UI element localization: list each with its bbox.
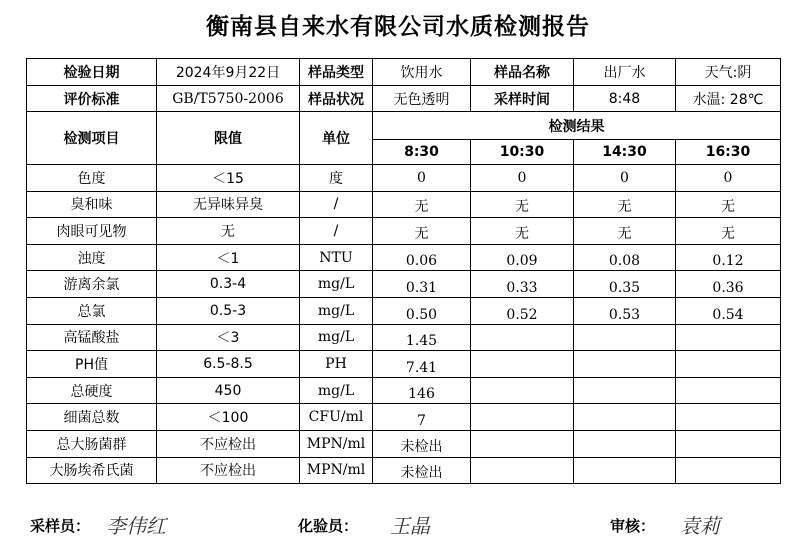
item-name: 高锰酸盐 bbox=[27, 324, 157, 351]
reviewer-signature: 袁莉 bbox=[680, 514, 720, 538]
table-row bbox=[27, 377, 781, 404]
status-label: 样品状况 bbox=[300, 86, 373, 112]
col-header-limit: 限值 bbox=[157, 112, 300, 165]
table-row bbox=[27, 218, 781, 245]
result-value bbox=[574, 457, 676, 484]
result-value bbox=[676, 404, 781, 431]
time-header: 14:30 bbox=[574, 140, 676, 165]
unit-value: PH bbox=[300, 351, 373, 378]
item-name: 臭和味 bbox=[27, 191, 157, 218]
result-value: 0.08 bbox=[574, 244, 676, 271]
result-value: 0 bbox=[676, 165, 781, 192]
time-header: 8:30 bbox=[373, 140, 471, 165]
result-value bbox=[471, 351, 574, 378]
result-value: 无 bbox=[373, 218, 471, 245]
sample-name-label: 样品名称 bbox=[471, 59, 574, 86]
result-value: 7.41 bbox=[373, 351, 471, 378]
table-row bbox=[27, 165, 781, 192]
sampling-time-label: 采样时间 bbox=[471, 86, 574, 112]
report-title: 衡南县自来水有限公司水质检测报告 bbox=[206, 14, 590, 40]
standard-label: 评价标准 bbox=[27, 86, 157, 112]
item-name: 浊度 bbox=[27, 244, 157, 271]
result-value: 0.54 bbox=[676, 297, 781, 324]
result-value: 0.35 bbox=[574, 271, 676, 298]
limit-value: 0.3-4 bbox=[157, 271, 300, 298]
result-value: 0.31 bbox=[373, 271, 471, 298]
limit-value: 450 bbox=[157, 377, 300, 404]
table-row bbox=[27, 404, 781, 431]
item-name: 大肠埃希氏菌 bbox=[27, 457, 157, 484]
item-name: 总硬度 bbox=[27, 377, 157, 404]
standard-value: GB/T5750-2006 bbox=[157, 86, 300, 112]
unit-value: MPN/ml bbox=[300, 457, 373, 484]
report-table bbox=[26, 58, 781, 484]
result-value bbox=[676, 430, 781, 457]
limit-value: 不应检出 bbox=[157, 430, 300, 457]
result-value: 0 bbox=[574, 165, 676, 192]
result-value: 0 bbox=[373, 165, 471, 192]
result-value bbox=[676, 351, 781, 378]
unit-value: CFU/ml bbox=[300, 404, 373, 431]
unit-value: / bbox=[300, 218, 373, 245]
header-row-1 bbox=[27, 112, 781, 140]
item-name: 游离余氯 bbox=[27, 271, 157, 298]
unit-value: mg/L bbox=[300, 297, 373, 324]
unit-value: / bbox=[300, 191, 373, 218]
result-value: 无 bbox=[574, 191, 676, 218]
result-value: 0.12 bbox=[676, 244, 781, 271]
result-value: 未检出 bbox=[373, 430, 471, 457]
result-value bbox=[574, 324, 676, 351]
col-header-results: 检测结果 bbox=[373, 112, 781, 140]
sample-type-label: 样品类型 bbox=[300, 59, 373, 86]
sampling-time-value: 8:48 bbox=[574, 86, 676, 112]
result-value: 0.09 bbox=[471, 244, 574, 271]
sampler-label: 采样员： bbox=[30, 517, 91, 535]
unit-value: 度 bbox=[300, 165, 373, 192]
sampler-signature: 李伟红 bbox=[106, 514, 166, 538]
result-value: 无 bbox=[676, 191, 781, 218]
result-value: 无 bbox=[471, 218, 574, 245]
result-value: 0.36 bbox=[676, 271, 781, 298]
limit-value: 无异味异臭 bbox=[157, 191, 300, 218]
unit-value: mg/L bbox=[300, 324, 373, 351]
result-value bbox=[574, 351, 676, 378]
result-value: 146 bbox=[373, 377, 471, 404]
unit-value: MPN/ml bbox=[300, 430, 373, 457]
unit-value: mg/L bbox=[300, 271, 373, 298]
result-value bbox=[676, 324, 781, 351]
limit-value: ＜15 bbox=[157, 165, 300, 192]
result-value bbox=[471, 457, 574, 484]
date-label: 检验日期 bbox=[27, 59, 157, 86]
limit-value: ＜3 bbox=[157, 324, 300, 351]
result-value: 0.50 bbox=[373, 297, 471, 324]
table-row bbox=[27, 324, 781, 351]
result-value: 无 bbox=[373, 191, 471, 218]
time-header: 10:30 bbox=[471, 140, 574, 165]
result-value: 1.45 bbox=[373, 324, 471, 351]
result-value: 无 bbox=[471, 191, 574, 218]
result-value bbox=[676, 457, 781, 484]
result-value bbox=[676, 377, 781, 404]
tester-label: 化验员： bbox=[298, 517, 359, 535]
item-name: PH值 bbox=[27, 351, 157, 378]
date-value: 2024年9月22日 bbox=[157, 59, 300, 86]
table-row bbox=[27, 430, 781, 457]
result-value bbox=[574, 430, 676, 457]
limit-value: ＜100 bbox=[157, 404, 300, 431]
result-value: 7 bbox=[373, 404, 471, 431]
col-header-item: 检测项目 bbox=[27, 112, 157, 165]
limit-value: 6.5-8.5 bbox=[157, 351, 300, 378]
item-name: 总大肠菌群 bbox=[27, 430, 157, 457]
limit-value: 不应检出 bbox=[157, 457, 300, 484]
result-value bbox=[471, 377, 574, 404]
result-value: 无 bbox=[676, 218, 781, 245]
item-name: 细菌总数 bbox=[27, 404, 157, 431]
table-row bbox=[27, 351, 781, 378]
result-value bbox=[471, 324, 574, 351]
sample-name-value: 出厂水 bbox=[574, 59, 676, 86]
table-row bbox=[27, 244, 781, 271]
info-row-2 bbox=[27, 86, 781, 112]
result-value: 无 bbox=[574, 218, 676, 245]
sample-type-value: 饮用水 bbox=[373, 59, 471, 86]
col-header-unit: 单位 bbox=[300, 112, 373, 165]
result-value bbox=[574, 377, 676, 404]
unit-value: mg/L bbox=[300, 377, 373, 404]
status-value: 无色透明 bbox=[373, 86, 471, 112]
item-name: 总氯 bbox=[27, 297, 157, 324]
weather: 天气:阴 bbox=[676, 59, 781, 86]
result-value: 0.33 bbox=[471, 271, 574, 298]
result-value bbox=[471, 430, 574, 457]
tester-signature: 王晶 bbox=[390, 514, 430, 538]
table-row bbox=[27, 271, 781, 298]
result-value: 0.52 bbox=[471, 297, 574, 324]
item-name: 肉眼可见物 bbox=[27, 218, 157, 245]
item-name: 色度 bbox=[27, 165, 157, 192]
table-row bbox=[27, 457, 781, 484]
result-value: 未检出 bbox=[373, 457, 471, 484]
result-value bbox=[471, 404, 574, 431]
result-value: 0 bbox=[471, 165, 574, 192]
unit-value: NTU bbox=[300, 244, 373, 271]
limit-value: 无 bbox=[157, 218, 300, 245]
reviewer-label: 审核： bbox=[610, 517, 656, 535]
limit-value: 0.5-3 bbox=[157, 297, 300, 324]
water-temp: 水温: 28℃ bbox=[676, 86, 781, 112]
time-header: 16:30 bbox=[676, 140, 781, 165]
info-row-1 bbox=[27, 59, 781, 86]
limit-value: ＜1 bbox=[157, 244, 300, 271]
result-value: 0.06 bbox=[373, 244, 471, 271]
result-value bbox=[574, 404, 676, 431]
result-value: 0.53 bbox=[574, 297, 676, 324]
table-row bbox=[27, 191, 781, 218]
table-row bbox=[27, 297, 781, 324]
